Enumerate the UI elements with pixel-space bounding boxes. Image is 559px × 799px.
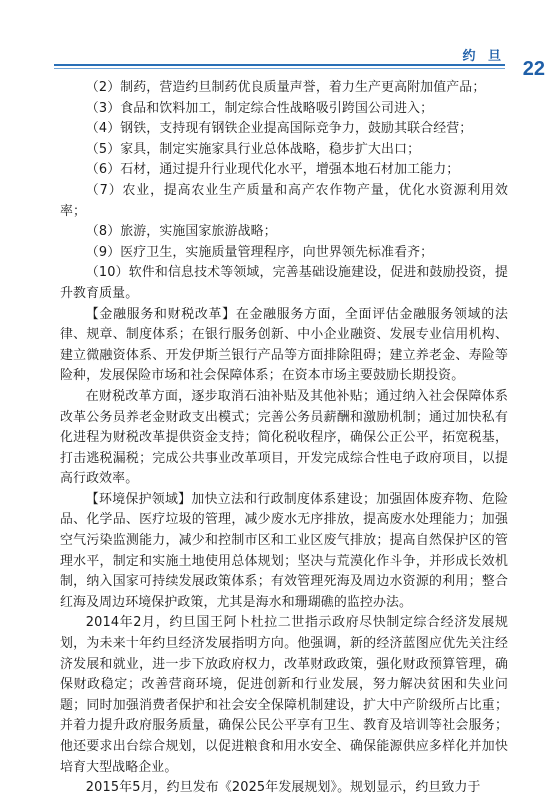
- list-item-steel: （4）钢铁，支持现有钢铁企业提高国际竞争力，鼓励其联合经营；: [85, 121, 473, 137]
- list-item-tourism: （8）旅游，实施国家旅游战略；: [85, 224, 277, 240]
- paragraph-2025-plan: 2015年5月，约旦发布《2025年发展规划》。规划显示，约旦致力于: [85, 780, 481, 796]
- list-item-pharma: （2）制药，营造约旦制药优良质量声誉，着力生产更高附加值产品；: [85, 80, 486, 95]
- list-item-agriculture: （7）农业，提高农业生产质量和高产农作物产量，优化水资源利用效率；: [60, 182, 508, 219]
- body-text: [60, 78, 508, 799]
- running-header-title: 约 旦: [462, 49, 505, 64]
- header-rule: [54, 64, 505, 66]
- list-item-furniture: （5）家具，制定实施家具行业总体战略，稳步扩大出口；: [85, 141, 421, 157]
- paragraph-environment: 【环境保护领域】加快立法和行政制度体系建设；加强固体废弃物、危险品、化学品、医疗垃圾的管理，减少废水无序排放，提高废水处理能力；加强空气污染监测能力，减少和控制市区和工业区废气排放；提高自然保护区的管理水平，制定和实施土地使用总体规划；坚决与荒漠化作斗争，并形成长效机制，纳入国家可持续发展政策体系；有效管理死海及周边水资源的利用；整合红海及周边环境保护政策，尤其是海水和珊瑚礁的监控办法。: [60, 491, 508, 610]
- page-number: 22: [522, 58, 545, 80]
- paragraph-2014-plan: 2014年2月，约旦国王阿卜杜拉二世指示政府尽快制定综合经济发展规划，为未来十年约旦经济发展指明方向。他强调，新的经济蓝图应优先关注经济发展和就业，进一步下放政府权力，改革财政政策，强化财政预算管理，确保财政稳定；改善营商环境，促进创新和行业发展，努力解决贫困和失业问题；同时加强消费者保护和社会安全保障机制建设，扩大中产阶级所占比重；并着力提升政府服务质量，确保公民公平享有卫生、教育及培训等社会服务；他还要求出台综合规划，以促进粮食和用水安全、确保能源供应多样化并加快培育大型战略企业。: [60, 615, 508, 775]
- paragraph-finance: 【金融服务和财税改革】在金融服务方面，全面评估金融服务领域的法律、规章、制度体系；在银行服务创新、中小企业融资、发展专业信用机构、建立微融资体系、开发伊斯兰银行产品等方面排除阻碍；建立养老金、寿险等险种，发展保险市场和社会保障体系；在资本市场主要鼓励长期投资。: [60, 306, 508, 384]
- header-rule-thin: [54, 68, 505, 69]
- list-item-software: （10）软件和信息技术等领域，完善基础设施建设，促进和鼓励投资，提升教育质量。: [60, 265, 508, 301]
- list-item-healthcare: （9）医疗卫生，实施质量管理程序，向世界领先标准看齐；: [85, 244, 434, 260]
- list-item-stone: （6）石材，通过提升行业现代化水平，增强本地石材加工能力；: [85, 162, 460, 178]
- list-item-food: （3）食品和饮料加工，制定综合性战略吸引跨国公司进入；: [85, 100, 434, 116]
- paragraph-tax-reform: 在财税改革方面，逐步取消石油补贴及其他补贴；通过纳入社会保障体系改革公务员养老金财政支出模式；完善公务员薪酬和激励机制；通过加快私有化进程为财税改革提供资金支持；简化税收程序，确保公正公平，拓宽税基，打击逃税漏税；完成公共事业改革项目，开发完成综合性电子政府项目，以提高行政效率。: [60, 388, 508, 487]
